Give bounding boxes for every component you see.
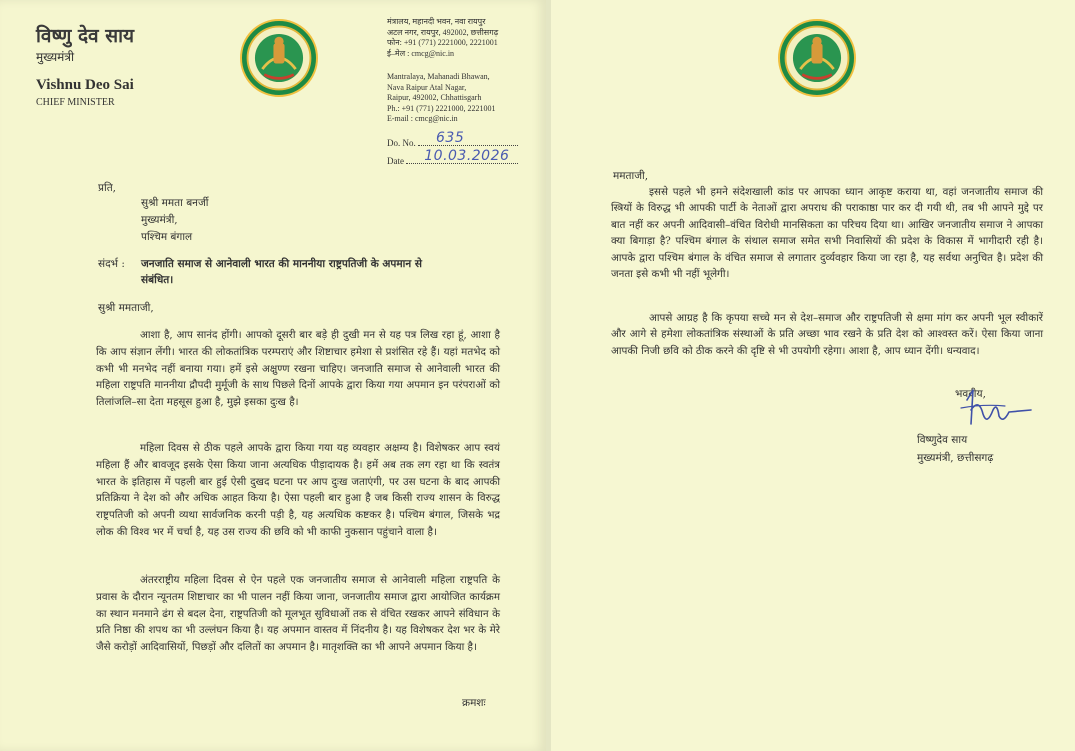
address-line: Ph.: +91 (771) 2221000, 2221001 [387, 103, 496, 113]
date-label: Date [387, 156, 404, 166]
subject-line: जनजाति समाज से आनेवाली भारत की माननीया राष्ट्रपतिजी के अपमान से [141, 258, 422, 270]
signatory-name: विष्णुदेव साय [917, 434, 968, 446]
do-label: Do. No. [387, 138, 416, 148]
address-line: फोन: +91 (771) 2221000, 2221001 [387, 38, 498, 47]
recipient-state: पश्चिम बंगाल [141, 231, 193, 243]
sender-name-english: Vishnu Deo Sai [36, 77, 134, 93]
address-english [387, 72, 537, 125]
sender-title-english: CHIEF MINISTER [36, 97, 115, 108]
letter-date [387, 148, 518, 166]
address-line: E-mail : cmcg@nic.in [387, 114, 458, 123]
paragraph: महिला दिवस से ठीक पहले आपके द्वारा किया गया यह व्यवहार अक्षम्य है। विशेषकर आप स्वयं महिला हैं और बावजूद इसके ऐसा किया जाना अत्यधिक पीड़ादायक है। हमें अब तक लग रहा था कि स्वतंत्र भारत के इतिहास में पहली बार हुई ऐसी दुखद घटना पर आप दुःख जताएंगी, पर उस घटना के बाद आपकी प्रतिक्रिया ने देश को और अधिक आहत किया है। ऐसा पहली बार हुआ है जब किसी राज्य शासन के विरुद्ध राष्ट्रपतिजी को अपनी व्यथा सार्वजनिक करनी पड़ी है, यह अत्यधिक कष्टकर है। पश्चिम बंगाल, जिसके भद्र लोक की विश्व भर में चर्चा है, यह उस राज्य की छवि को भी काफी नुकसान पहुंचाने वाला है। [96, 442, 500, 538]
signature-icon [953, 380, 1033, 436]
salutation: सुश्री ममताजी, [98, 302, 154, 314]
to-label: प्रति, [98, 182, 117, 194]
recipient-name: सुश्री ममता बनर्जी [141, 197, 209, 209]
do-value: 635 [436, 130, 465, 146]
letter-page-2 [551, 0, 1075, 751]
chhattisgarh-emblem-icon [778, 19, 856, 97]
address-line: मंत्रालय, महानदी भवन, नवा रायपुर [387, 17, 486, 26]
address-line: ई–मेल : cmcg@nic.in [387, 48, 455, 58]
signatory-designation: मुख्यमंत्री, छत्तीसगढ़ [917, 452, 994, 464]
address-line: Raipur, 492002, Chhattisgarh [387, 93, 482, 102]
do-number [387, 130, 518, 148]
sender-name-hindi: विष्णु देव साय [36, 25, 135, 47]
salutation: ममताजी, [613, 170, 649, 182]
paragraph: इससे पहले भी हमने संदेशखाली कांड पर आपका ध्यान आकृष्ट कराया था, वहां जनजातीय समाज की स्त्रियों के विरुद्ध भी आपकी पार्टी के नेताओं द्वारा अपराध की पराकाष्ठा पार कर दी गयी थी, तब भी आपने मुद्दे पर बात नहीं कर अपनी आदिवासी–वंचित विरोधी मानसिकता का परिचय दिया था। आखिर जनजातीय समाज ने आपका क्या बिगाड़ा है? पश्चिम बंगाल के संथाल समाज समेत सभी निवासियों की प्रदेश के विकास में भागीदारी रही है। आपके द्वारा पश्चिम बंगाल के वंचित समाज से लगातार दुर्व्यवहार किया जा रहा है, यह सर्वथा अनुचित है। प्रदेश की जनता इसे कभी भी नहीं भूलेगी। [611, 186, 1043, 281]
address-line: अटल नगर, रायपुर, 492002, छत्तीसगढ़ [387, 27, 499, 37]
subject-label: संदर्भ : [98, 258, 125, 270]
address-line: Mantralaya, Mahanadi Bhawan, [387, 72, 490, 81]
paragraph: अंतरराष्ट्रीय महिला दिवस से ऐन पहले एक जनजातीय समाज से आनेवाली महिला राष्ट्रपति के प्रवास के दौरान न्यूनतम शिष्टाचार का भी पालन नहीं किया जाना, जनजातीय समाज द्वारा आयोजित कार्यक्रम का स्थान मनमाने ढंग से बदल देना, राष्ट्रपतिजी को मूलभूत सुविधाओं तक से वंचित रखकर आपने संविधान के प्रति निष्ठा की शपथ का भी उल्लंघन किया है। यह अपमान वास्तव में निंदनीय है। यह विशेषकर देश भर के मेरे जैसे करोड़ों आदिवासियों, पिछड़ों और दलितों का अपमान है। मातृशक्ति का भी आपने अपमान किया है। [96, 574, 500, 654]
address-line: Nava Raipur Atal Nagar, [387, 82, 467, 92]
address-hindi [387, 17, 537, 59]
paragraph: आशा है, आप सानंद होंगी। आपको दूसरी बार बड़े ही दुखी मन से यह पत्र लिख रहा हूं, आशा है कि आप संज्ञान लेंगी। भारत की लोकतांत्रिक परम्पराएं और शिष्टाचार हमेशा से प्रशंसित रहे हैं। यहां मतभेद को कभी भी मनभेद नहीं बनाया गया। हमें इसे अक्षुण्ण रखना चाहिए। जनजाति समाज से आनेवाली भारत की महिला राष्ट्रपति माननीया द्रौपदी मुर्मूजी के साथ पिछले दिनों आपके द्वारा किया गया अपमान इन परंपराओं को तिलांजलि–सा देता महसूस हुआ है, मुझे इसका दुःख है। [96, 329, 500, 409]
chhattisgarh-emblem-icon [240, 19, 318, 97]
sender-title-hindi: मुख्यमंत्री [36, 50, 75, 64]
date-value: 10.03.2026 [424, 148, 510, 164]
paragraph: आपसे आग्रह है कि कृपया सच्चे मन से देश–समाज और राष्ट्रपतिजी से क्षमा मांग कर अपनी भूल स्वीकारें और आगे से हमेशा लोकतांत्रिक संस्थाओं के प्रति अच्छा भाव रखने के प्रति देश को आश्वस्त करें। ऐसा किया जाना आपकी निजी छवि को ठीक करने की दृष्टि से भी उपयोगी रहेगा। आशा है, आप ध्यान देंगी। धन्यवाद। [611, 312, 1043, 357]
recipient-title: मुख्यमंत्री, [141, 214, 178, 226]
continued-label: क्रमशः [462, 697, 486, 709]
subject-line: संबंधित। [141, 274, 174, 286]
closing: भवदीय, [955, 388, 986, 400]
